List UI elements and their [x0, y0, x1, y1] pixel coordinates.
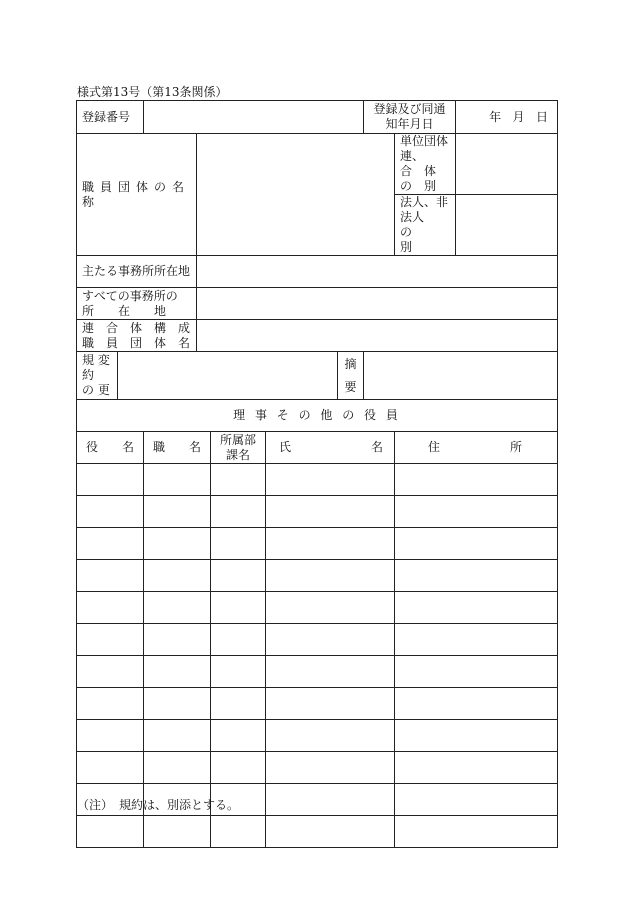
- officer-address-cell[interactable]: [395, 624, 558, 656]
- main-office-row: [77, 256, 558, 288]
- officer-dept-cell[interactable]: [211, 592, 266, 624]
- col-header-dept: 所属部課名: [211, 432, 266, 464]
- main-office-value[interactable]: [197, 256, 558, 288]
- unit-federation-line2: 合 体 の 別: [400, 164, 449, 193]
- col-header-role-b: 名: [122, 440, 135, 454]
- summary-label-line2: 要: [344, 379, 357, 394]
- col-header-name: [266, 432, 395, 464]
- officer-role-cell[interactable]: [77, 624, 144, 656]
- summary-label-line1: 摘: [344, 356, 357, 371]
- summary-value[interactable]: [364, 352, 558, 400]
- col-header-role-a: 役: [86, 440, 99, 454]
- officer-row: [77, 528, 558, 560]
- main-office-label: 主たる事務所所在地: [77, 256, 197, 288]
- officer-address-cell[interactable]: [395, 592, 558, 624]
- org-name-label: 職員団体の名称: [77, 134, 197, 256]
- col-header-name-a: 氏: [279, 440, 292, 454]
- officer-row: [77, 464, 558, 496]
- officer-dept-cell[interactable]: [211, 496, 266, 528]
- officer-name-cell[interactable]: [266, 496, 395, 528]
- officer-dept-cell[interactable]: [211, 688, 266, 720]
- registration-row: [77, 101, 558, 134]
- officer-post-cell[interactable]: [144, 464, 211, 496]
- all-offices-row: [77, 288, 558, 320]
- officer-row: [77, 752, 558, 784]
- registration-number-value[interactable]: [144, 101, 364, 134]
- form-number-label: 様式第13号（第13条関係）: [77, 85, 228, 99]
- federation-line2: 職 員 団 体 名: [82, 335, 191, 350]
- officer-post-cell[interactable]: [144, 560, 211, 592]
- officer-address-cell[interactable]: [395, 784, 558, 816]
- officer-name-cell[interactable]: [266, 560, 395, 592]
- officer-post-cell[interactable]: [144, 656, 211, 688]
- org-name-value[interactable]: [197, 134, 395, 256]
- unit-federation-line1: 単位団体連、: [400, 134, 449, 163]
- officers-title-row: [77, 400, 558, 432]
- bylaw-label-line3: の 更: [82, 383, 110, 397]
- officer-dept-cell[interactable]: [211, 624, 266, 656]
- officer-post-cell[interactable]: [144, 592, 211, 624]
- officer-row: [77, 592, 558, 624]
- col-header-post: [144, 432, 211, 464]
- officer-role-cell[interactable]: [77, 656, 144, 688]
- officer-name-cell[interactable]: [266, 624, 395, 656]
- col-header-address-b: 所: [510, 440, 523, 454]
- officer-name-cell[interactable]: [266, 816, 395, 848]
- registration-date-value[interactable]: [456, 101, 558, 134]
- officers-header-row: [77, 432, 558, 464]
- registration-number-label: 登録番号: [77, 101, 144, 134]
- officer-role-cell[interactable]: [77, 528, 144, 560]
- officer-address-cell[interactable]: [395, 528, 558, 560]
- officer-row: [77, 496, 558, 528]
- officer-address-cell[interactable]: [395, 656, 558, 688]
- footnote: （注） 規約は、別添とする。: [77, 798, 240, 812]
- officer-row: [77, 720, 558, 752]
- corporate-status-line1: 法人、非法人: [400, 195, 449, 224]
- officer-row: [77, 688, 558, 720]
- year-label: 年: [489, 109, 502, 124]
- officer-dept-cell[interactable]: [211, 752, 266, 784]
- bylaw-row: [77, 352, 558, 400]
- officers-section-title: 理 事 そ の 他 の 役 員: [77, 400, 558, 432]
- officer-address-cell[interactable]: [395, 464, 558, 496]
- officer-name-cell[interactable]: [266, 528, 395, 560]
- day-label: 日: [536, 109, 549, 124]
- officer-address-cell[interactable]: [395, 688, 558, 720]
- officer-name-cell[interactable]: [266, 464, 395, 496]
- officer-post-cell[interactable]: [144, 624, 211, 656]
- officer-row: [77, 560, 558, 592]
- col-header-address: [395, 432, 558, 464]
- month-label: 月: [512, 109, 525, 124]
- officer-name-cell[interactable]: [266, 688, 395, 720]
- officer-name-cell[interactable]: [266, 656, 395, 688]
- officer-address-cell[interactable]: [395, 560, 558, 592]
- bylaw-change-value[interactable]: [118, 352, 338, 400]
- federation-line1: 連 合 体 構 成: [82, 320, 191, 335]
- officer-name-cell[interactable]: [266, 784, 395, 816]
- officer-name-cell[interactable]: [266, 720, 395, 752]
- col-header-role: [77, 432, 144, 464]
- col-header-post-b: 名: [189, 440, 202, 454]
- officer-row: [77, 816, 558, 848]
- federation-row: [77, 320, 558, 352]
- officer-name-cell[interactable]: [266, 592, 395, 624]
- all-offices-value[interactable]: [197, 288, 558, 320]
- officer-name-cell[interactable]: [266, 752, 395, 784]
- officer-role-cell[interactable]: [77, 720, 144, 752]
- officer-address-cell[interactable]: [395, 720, 558, 752]
- officer-address-cell[interactable]: [395, 816, 558, 848]
- registration-date-label: 登録及び同通知年月日: [364, 101, 456, 134]
- federation-value[interactable]: [197, 320, 558, 352]
- col-header-post-a: 職: [153, 440, 166, 454]
- officer-role-cell[interactable]: [77, 752, 144, 784]
- officer-row: [77, 656, 558, 688]
- officer-address-cell[interactable]: [395, 496, 558, 528]
- officer-post-cell[interactable]: [144, 720, 211, 752]
- officer-address-cell[interactable]: [395, 752, 558, 784]
- officer-post-cell[interactable]: [144, 816, 211, 848]
- registration-form-table: [76, 100, 558, 848]
- org-row-1: [77, 134, 558, 195]
- officer-dept-cell[interactable]: [211, 464, 266, 496]
- corporate-status-label: [395, 195, 461, 256]
- col-header-address-a: 住: [428, 440, 441, 454]
- unit-federation-value[interactable]: [456, 134, 558, 195]
- summary-label: [338, 352, 364, 400]
- officer-dept-cell[interactable]: [211, 720, 266, 752]
- officer-dept-cell[interactable]: [211, 528, 266, 560]
- officer-dept-cell[interactable]: [211, 656, 266, 688]
- unit-federation-label: [395, 134, 456, 195]
- officer-role-cell[interactable]: [77, 688, 144, 720]
- all-offices-label: [77, 288, 197, 320]
- officer-post-cell[interactable]: [144, 496, 211, 528]
- col-header-name-b: 名: [371, 440, 384, 454]
- officer-role-cell[interactable]: [77, 496, 144, 528]
- officer-role-cell[interactable]: [77, 560, 144, 592]
- officer-post-cell[interactable]: [144, 752, 211, 784]
- officer-role-cell[interactable]: [77, 592, 144, 624]
- all-offices-line2: 所 在 地: [82, 303, 167, 318]
- bylaw-label-line1: 規 変: [82, 353, 110, 367]
- officer-dept-cell[interactable]: [211, 560, 266, 592]
- officer-role-cell[interactable]: [77, 816, 144, 848]
- federation-label: [77, 320, 197, 352]
- corporate-status-value[interactable]: [456, 195, 558, 256]
- officer-post-cell[interactable]: [144, 688, 211, 720]
- officer-role-cell[interactable]: [77, 464, 144, 496]
- officer-row: [77, 624, 558, 656]
- bylaw-change-label: [77, 352, 118, 400]
- officer-post-cell[interactable]: [144, 528, 211, 560]
- corporate-status-line2: の 別: [400, 225, 461, 254]
- bylaw-label-line2: 約: [82, 368, 95, 382]
- officer-dept-cell[interactable]: [211, 816, 266, 848]
- all-offices-line1: すべての事務所の: [82, 288, 178, 303]
